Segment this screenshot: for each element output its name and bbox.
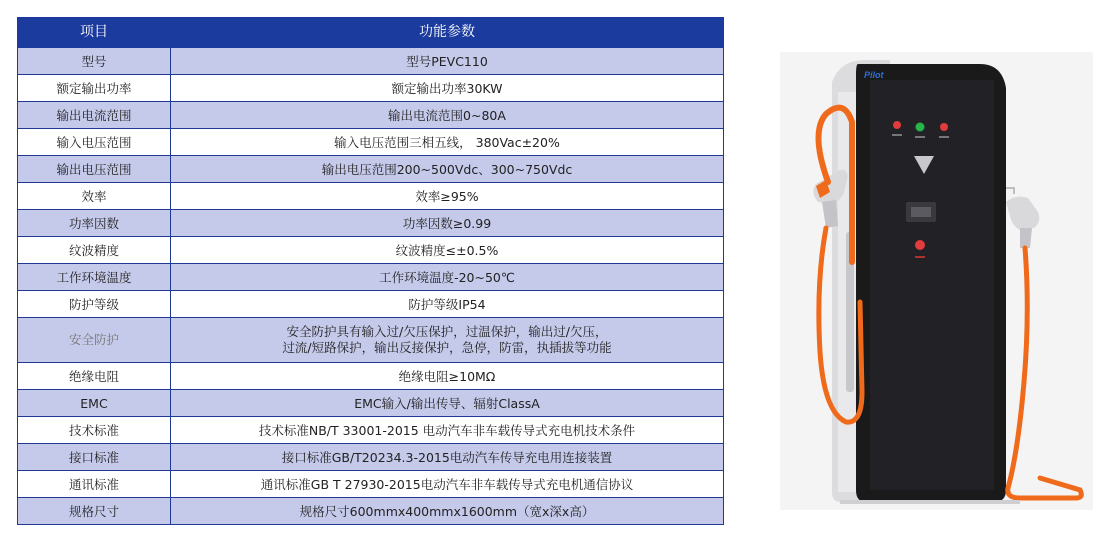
green-indicator-icon (916, 123, 925, 132)
row-value: 技术标准NB/T 33001-2015 电动汽车非车载传导式充电机技术条件 (171, 417, 724, 444)
row-value: 型号PEVC110 (171, 48, 724, 75)
row-label: 效率 (18, 183, 171, 210)
row-value (171, 318, 724, 363)
row-value-line: 安全防护具有输入过/欠压保护，过温保护，输出过/欠压， (286, 324, 608, 339)
table-row (18, 471, 724, 498)
table-row (18, 183, 724, 210)
row-value: 效率≥95% (171, 183, 724, 210)
table-row (18, 210, 724, 237)
row-value: 输入电压范围三相五线， 380Vac±20% (171, 129, 724, 156)
table-row (18, 129, 724, 156)
charging-gun-right-icon (1006, 197, 1039, 230)
row-value: 防护等级IP54 (171, 291, 724, 318)
row-label: 通讯标准 (18, 471, 171, 498)
row-value: 功率因数≥0.99 (171, 210, 724, 237)
row-value: 绝缘电阻≥10MΩ (171, 363, 724, 390)
row-label: 技术标准 (18, 417, 171, 444)
row-label: 规格尺寸 (18, 498, 171, 525)
red-indicator-icon (940, 123, 948, 131)
table-row (18, 291, 724, 318)
table-row (18, 390, 724, 417)
table-row (18, 264, 724, 291)
table-row (18, 102, 724, 129)
row-label: 输出电流范围 (18, 102, 171, 129)
header-item: 项目 (18, 18, 171, 48)
row-label: 安全防护 (18, 318, 171, 363)
red-indicator-icon (893, 121, 901, 129)
spec-table-header (18, 18, 724, 48)
row-value: 额定输出功率30KW (171, 75, 724, 102)
row-label: 绝缘电阻 (18, 363, 171, 390)
row-value-line: 过流/短路保护，输出反接保护，急停，防雷，执插拔等功能 (282, 340, 612, 355)
table-row (18, 318, 724, 363)
table-row (18, 498, 724, 525)
row-label: 工作环境温度 (18, 264, 171, 291)
row-label: 额定输出功率 (18, 75, 171, 102)
table-row (18, 417, 724, 444)
table-row (18, 444, 724, 471)
row-value: 纹波精度≤±0.5% (171, 237, 724, 264)
brand-logo-icon: Pilot (864, 70, 884, 80)
header-parameters: 功能参数 (171, 18, 724, 48)
table-row (18, 363, 724, 390)
row-value: 输出电压范围200~500Vdc、300~750Vdc (171, 156, 724, 183)
table-row (18, 75, 724, 102)
row-value: 通讯标准GB T 27930-2015电动汽车非车载传导式充电机通信协议 (171, 471, 724, 498)
spec-table (17, 17, 724, 525)
row-label: 防护等级 (18, 291, 171, 318)
row-label: 功率因数 (18, 210, 171, 237)
row-label: 接口标准 (18, 444, 171, 471)
table-row (18, 237, 724, 264)
row-value: 规格尺寸600mmx400mmx1600mm（宽x深x高） (171, 498, 724, 525)
table-row (18, 156, 724, 183)
row-value: EMC输入/输出传导、辐射ClassA (171, 390, 724, 417)
table-row (18, 48, 724, 75)
emergency-button-icon (915, 240, 925, 250)
row-label: 型号 (18, 48, 171, 75)
row-value: 工作环境温度-20~50℃ (171, 264, 724, 291)
row-label: EMC (18, 390, 171, 417)
row-label: 输出电压范围 (18, 156, 171, 183)
row-value: 接口标准GB/T20234.3-2015电动汽车传导充电用连接装置 (171, 444, 724, 471)
charger-image (780, 52, 1093, 510)
row-label: 输入电压范围 (18, 129, 171, 156)
row-value: 输出电流范围0~80A (171, 102, 724, 129)
row-label: 纹波精度 (18, 237, 171, 264)
